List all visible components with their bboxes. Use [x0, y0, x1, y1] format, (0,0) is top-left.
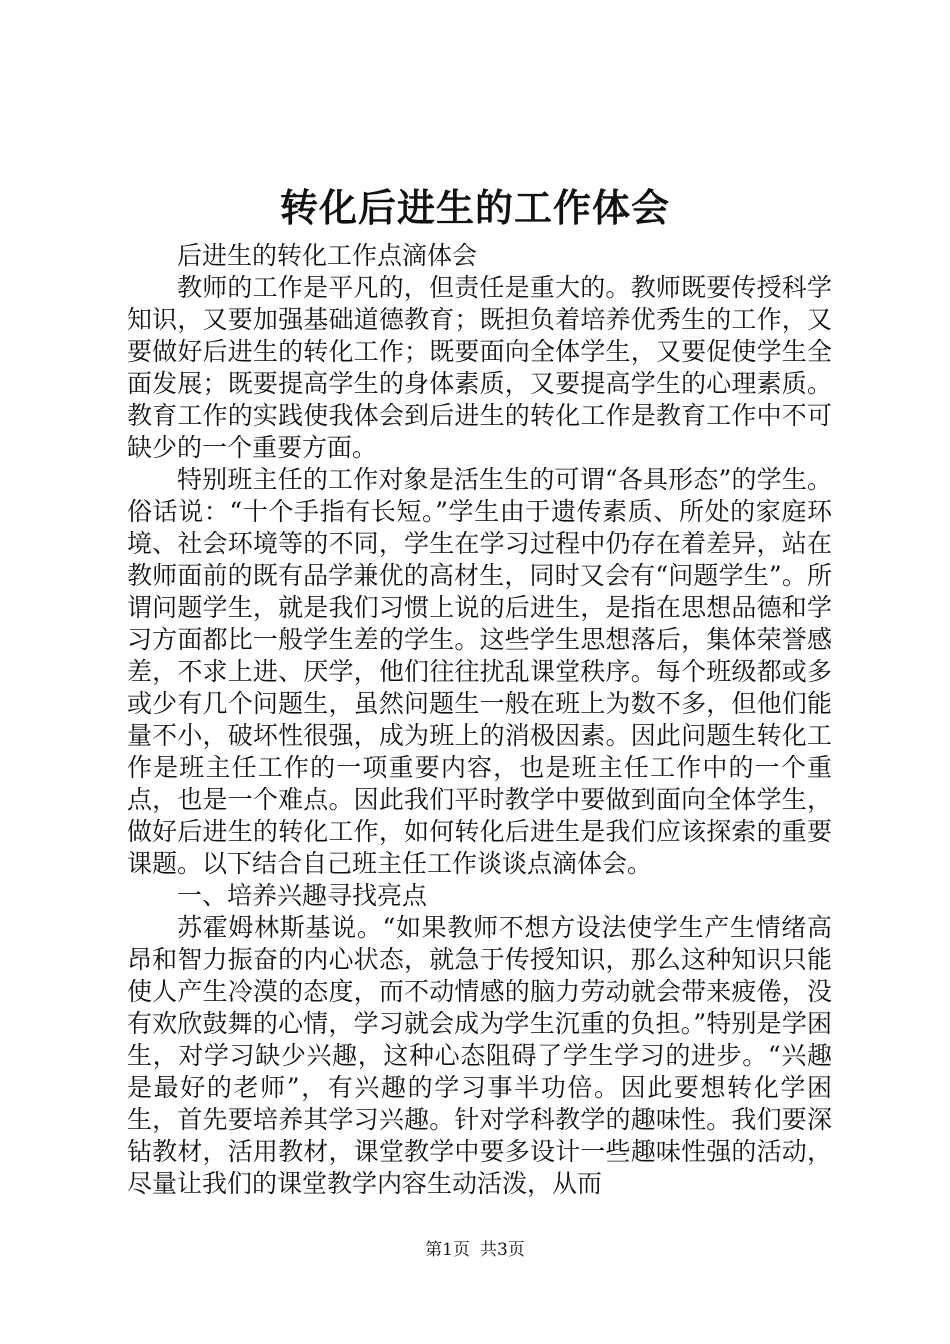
- body-paragraph: 苏霍姆林斯基说。“如果教师不想方设法使学生产生情绪高昂和智力振奋的内心状态，就急于传授知识，那么这种知识只能使人产生冷漠的态度，而不动情感的脑力劳动就会带来疲倦，没有欢欣鼓舞的心情，学习就会成为学生沉重的负担。”特别是学困生，对学习缺少兴趣，这种心态阻碍了学生学习的进步。“兴趣是最好的老师”，有兴趣的学习事半功倍。因此要想转化学困生，首先要培养其学习兴趣。针对学科教学的趣味性。我们要深钻教材，活用教材，课堂教学中要多设计一些趣味性强的活动，尽量让我们的课堂教学内容生动活泼，从而: [127, 913, 832, 1198]
- document-body: [127, 240, 832, 1200]
- document-title: 转化后进生的工作体会: [279, 185, 670, 230]
- body-paragraph: 教师的工作是平凡的，但责任是重大的。教师既要传授科学知识，又要加强基础道德教育；既担负着培养优秀生的工作，又要做好后进生的转化工作；既要面向全体学生，又要促使学生全面发展；既要提高学生的身体素质，又要提高学生的心理素质。教育工作的实践使我体会到后进生的转化工作是教育工作中不可缺少的一个重要方面。: [127, 273, 832, 462]
- page-footer: [0, 1238, 950, 1262]
- section-heading: 一、培养兴趣寻找亮点: [177, 881, 428, 910]
- page-number: 第1页: [425, 1240, 470, 1260]
- body-paragraph-subtitle: 后进生的转化工作点滴体会: [177, 241, 478, 270]
- page-total: 共3页: [480, 1240, 525, 1260]
- body-paragraph: 特别班主任的工作对象是活生生的可谓“各具形态”的学生。俗话说：“十个手指有长短。”学生由于遗传素质、所处的家庭环境、社会环境等的不同，学生在学习过程中仍存在着差异，站在教师面前的既有品学兼优的高材生，同时又会有“问题学生”。所谓问题学生，就是我们习惯上说的后进生，是指在思想品德和学习方面都比一般学生差的学生。这些学生思想落后，集体荣誉感差，不求上进、厌学，他们往往扰乱课堂秩序。每个班级都或多或少有几个问题生，虽然问题生一般在班上为数不多，但他们能量不小，破坏性很强，成为班上的消极因素。因此问题生转化工作是班主任工作的一项重要内容，也是班主任工作中的一个重点，也是一个难点。因此我们平时教学中要做到面向全体学生，做好后进生的转化工作，如何转化后进生是我们应该探索的重要课题。以下结合自己班主任工作谈谈点滴体会。: [127, 465, 832, 878]
